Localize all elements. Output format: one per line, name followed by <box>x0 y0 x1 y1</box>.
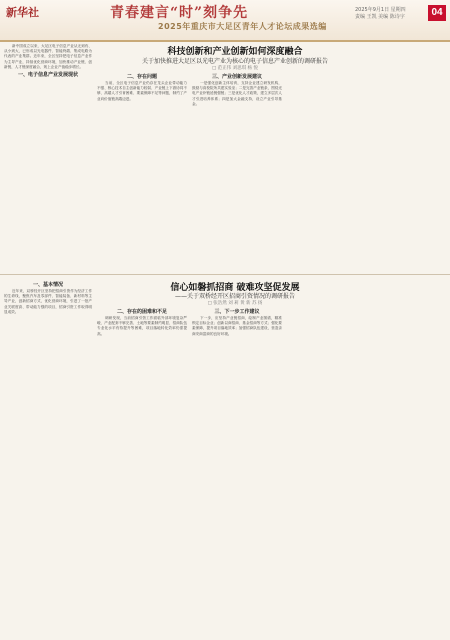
top-section-1-heading: 一、电子信息产业发展现状 <box>17 72 78 79</box>
banner-subtitle: 2025年重庆市大足区青年人才论坛成果选编 <box>158 22 327 31</box>
bottom-column-3 <box>192 307 282 636</box>
bottom-column-2 <box>97 307 187 636</box>
bottom-column-5 <box>370 280 446 636</box>
top-article-subtitle: 关于加快推进大足区以光电产业为核心的电子信息产业创新的调研报告 <box>141 58 328 65</box>
banner-title: 青春建言“时”刻争先 <box>110 5 249 21</box>
bottom-intro-text: 近年来，双桥经开区坚持把招商引资作为经济工作的生命线，聚焦汽车及零部件、智能装备、新材料等主导产业，创新招商方式，优化营商环境，引进了一批产业关联度高、带动能力强的项目，招商引资工作取得明显成效。 <box>4 289 92 314</box>
top-problem-text: 当前，全区电子信息产业仍存在龙头企业带动能力不强、核心技术自主创新能力较弱、产业链上下游协同不够、高端人才引育困难、要素保障不足等问题，制约了产业向价值链高端迈进。 <box>97 81 187 101</box>
section-divider <box>0 274 450 275</box>
bottom-article-subtitle: ——关于双桥经开区招商引资情况的调研报告 <box>174 293 295 300</box>
top-column-2 <box>97 72 187 270</box>
top-suggestion-text: 一是强化创新主体培育，支持企业建立研发机构，鼓励与高校院所共建实验室；二是完善产业链条，围绕光电产业补链延链强链；三是优化人才政策，建立多层次人才引进培养体系；四是加大金融支持，设立产业引导基金。 <box>192 81 282 106</box>
top-column-5 <box>370 44 446 270</box>
top-column-4 <box>287 72 365 270</box>
top-article-title: 科技创新和产业创新如何深度融合 <box>167 47 303 57</box>
issue-editors: 责编 王凯 美编 陈诗宇 <box>355 14 405 20</box>
newspaper-logo: 新华社 <box>6 6 39 19</box>
issue-meta <box>355 7 406 21</box>
bottom-column-4 <box>287 307 365 636</box>
top-section-3-heading: 三、产业创新发展建议 <box>211 74 262 80</box>
top-section-2-heading: 二、存在问题 <box>126 74 157 80</box>
bottom-problem-text: 调研发现，当前招商引资工作面临外部环境复杂严峻、产业配套不够完善、土地等要素制约明显、招商队伍专业化水平有待提升等困难，项目落地转化效率仍需提高。 <box>97 316 187 336</box>
top-article-byline: □ 范正伟 刘思琪 杨 悦 <box>212 66 258 71</box>
page-number: 04 <box>428 5 446 21</box>
bottom-suggestion-text: 下一步，应坚持产业链招商，绘制产业图谱，精准锁定目标企业；创新以商招商、基金招商等方式；强化要素保障，提升项目落地效率；加强招商队伍建设，营造亲商安商富商的良好环境。 <box>192 316 282 336</box>
bottom-article-title: 信心如磐抓招商 破难攻坚促发展 <box>170 283 300 293</box>
issue-date: 2025年9月1日 星期四 <box>355 7 406 13</box>
top-column-1 <box>4 44 92 270</box>
bottom-article-byline: □ 张浩然 刘 莉 黄 新 苏 扬 <box>207 301 263 306</box>
bottom-section-1-heading: 一、基本情况 <box>32 282 63 288</box>
top-column-3 <box>192 72 282 270</box>
masthead <box>0 0 450 42</box>
bottom-section-2-heading: 二、存在的困难和不足 <box>116 309 167 315</box>
bottom-section-3-heading: 三、下一步工作建议 <box>214 309 260 315</box>
top-intro-text: 新中国成立以来，大足区电子信息产业从无到有、从小到大，已形成以光电器件、智能终端、集成电路为代表的产业集群。近年来，全区坚持把电子信息产业作为主导产业，持续优化营商环境，加快推动产业链、创新链、人才链深度融合，规上企业产值稳步增长。 <box>4 44 92 69</box>
bottom-column-1 <box>4 280 92 636</box>
